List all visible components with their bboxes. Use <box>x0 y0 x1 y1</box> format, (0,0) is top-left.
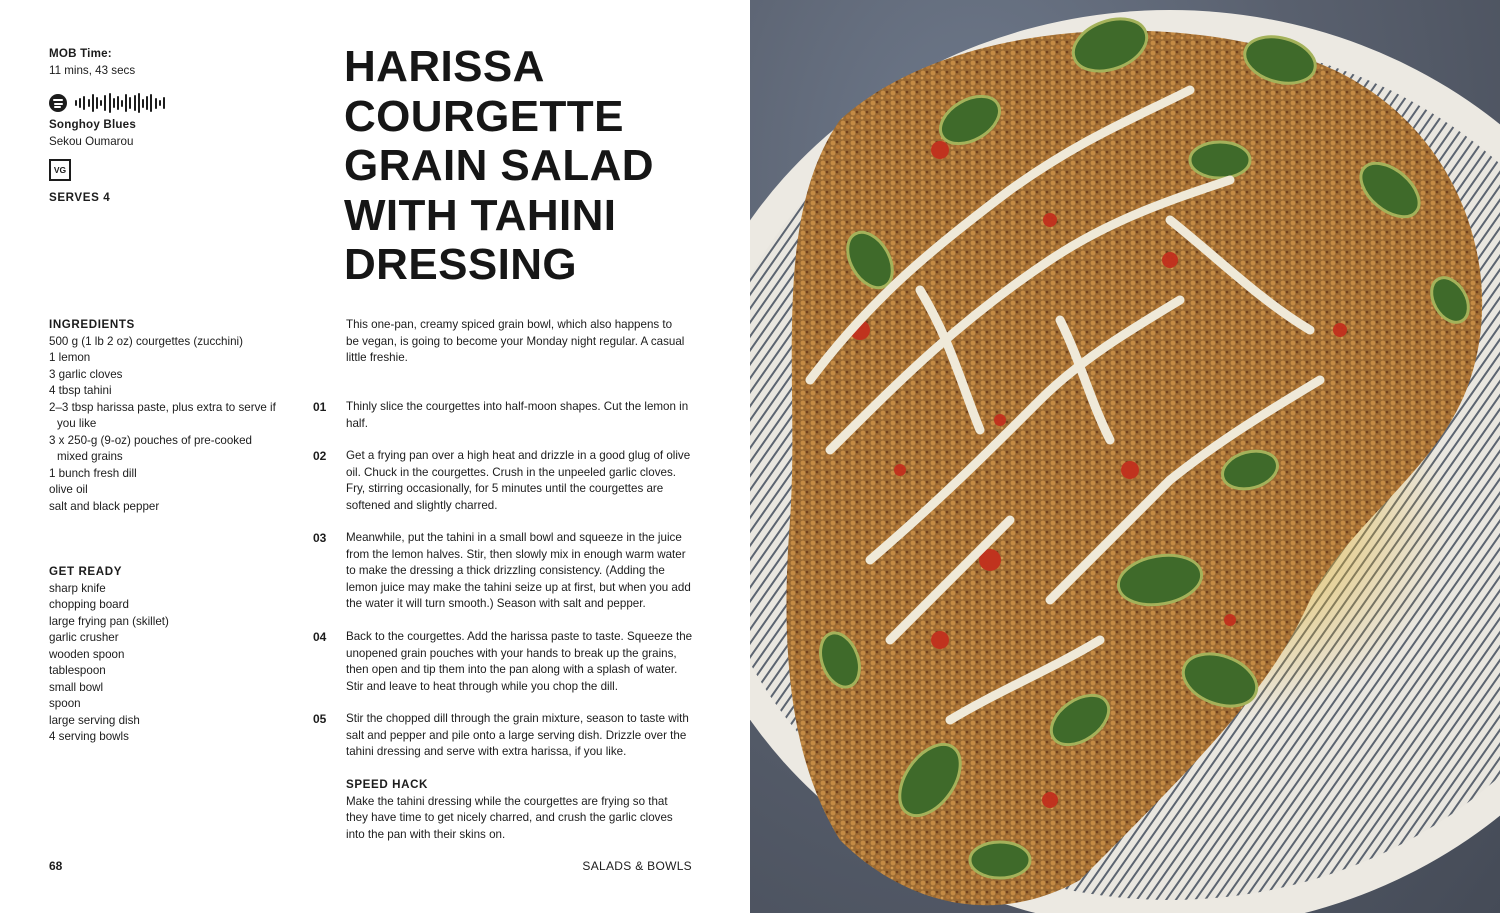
method-step <box>313 711 703 761</box>
equipment-item: chopping board <box>49 598 129 611</box>
method-step <box>313 399 703 432</box>
step-number: 04 <box>313 630 327 644</box>
spotify-code-icon <box>49 94 67 112</box>
song-artist: Sekou Oumarou <box>49 134 134 148</box>
equipment-item: 4 serving bowls <box>49 730 129 743</box>
section-name: SALADS & BOWLS <box>582 859 692 873</box>
ingredient-item: salt and black pepper <box>49 499 160 513</box>
step-number: 01 <box>313 400 327 414</box>
equipment-item: small bowl <box>49 680 104 694</box>
step-text: Thinly slice the courgettes into half-moon shapes. Cut the lemon in half. <box>346 400 689 430</box>
equipment-item: sharp knife <box>49 581 106 595</box>
dish-illustration <box>750 0 1500 913</box>
spotify-waveform-icon <box>75 93 167 113</box>
mob-time-value: 11 mins, 43 secs <box>49 63 136 77</box>
step-text: Meanwhile, put the tahini in a small bowl and squeeze in the juice from the lemon halves. Stir, then slowly mix in enough warm water to make the dressing a thick drizzling consistency. (Adding the lemon juice may make the tahini seize up at first, but when you add the water it will turn smooth.) Season with salt and pepper. <box>346 531 691 610</box>
method-step <box>313 530 703 613</box>
speed-hack <box>346 777 691 843</box>
method-step <box>313 448 703 514</box>
title-line: WITH TAHINI <box>344 190 617 240</box>
page-number: 68 <box>49 859 63 873</box>
ingredient-item: olive oil <box>49 483 88 496</box>
vegan-badge: VG <box>49 159 71 181</box>
equipment-item: large frying pan (skillet) <box>49 614 169 628</box>
ingredient-item: 1 bunch fresh dill <box>49 466 137 480</box>
step-number: 02 <box>313 449 327 463</box>
ingredient-item: 1 lemon <box>49 351 91 364</box>
title-line: HARISSA <box>344 42 545 91</box>
get-ready-heading: GET READY <box>49 565 123 578</box>
speed-hack-text: Make the tahini dressing while the courgettes are frying so that they have time to get nicely charred, and crush the garlic cloves into the pan with their skins on. <box>346 794 673 841</box>
equipment-item: wooden spoon <box>49 647 125 661</box>
equipment-item: large serving dish <box>49 713 140 727</box>
title-line: DRESSING <box>344 240 578 289</box>
ingredients-list <box>49 317 279 515</box>
ingredient-item: 4 tbsp tahini <box>49 384 112 397</box>
speed-hack-heading: SPEED HACK <box>346 778 429 791</box>
step-text: Get a frying pan over a high heat and drizzle in a good glug of olive oil. Chuck in the courgettes. Crush in the unpeeled garlic cloves. Fry, stirring occasionally, for 5 minutes until the courgettes are softened and slightly charred. <box>346 449 691 512</box>
ingredient-item: 3 x 250-g (9-oz) pouches of pre-cooked mixed grains <box>49 433 253 463</box>
method-step <box>313 629 703 695</box>
ingredient-item: 3 garlic cloves <box>49 367 123 381</box>
ingredient-item: 2–3 tbsp harissa paste, plus extra to serve if you like <box>49 400 276 430</box>
step-number: 03 <box>313 531 327 545</box>
step-number: 05 <box>313 712 327 726</box>
equipment-item: tablespoon <box>49 664 106 677</box>
spotify-code[interactable] <box>49 91 279 115</box>
equipment-list <box>49 564 279 746</box>
recipe-title <box>344 42 724 290</box>
ingredient-item: 500 g (1 lb 2 oz) courgettes (zucchini) <box>49 334 243 348</box>
song-title: Songhoy Blues <box>49 118 136 131</box>
serves-count: SERVES 4 <box>49 191 111 204</box>
equipment-item: spoon <box>49 697 81 710</box>
dish-photo <box>750 0 1500 913</box>
recipe-intro: This one-pan, creamy spiced grain bowl, which also happens to be vegan, is going to become your Monday night regular. A casual little freshie. <box>346 318 685 364</box>
recipe-meta <box>49 46 279 207</box>
step-text: Stir the chopped dill through the grain mixture, season to taste with salt and pepper and pile onto a large serving dish. Drizzle over the tahini dressing and serve with extra harissa, if you like. <box>346 712 689 758</box>
step-text: Back to the courgettes. Add the harissa paste to taste. Squeeze the unopened grain pouches with your hands to break up the grains, then open and tip them into the pan along with a splash of water. Stir and leave to heat through while you chop the dill. <box>346 630 693 693</box>
title-line: GRAIN SALAD <box>344 141 654 190</box>
ingredients-heading: INGREDIENTS <box>49 318 135 331</box>
mob-time-label: MOB Time: <box>49 47 112 60</box>
title-line: COURGETTE <box>344 91 624 141</box>
equipment-item: garlic crusher <box>49 631 119 644</box>
